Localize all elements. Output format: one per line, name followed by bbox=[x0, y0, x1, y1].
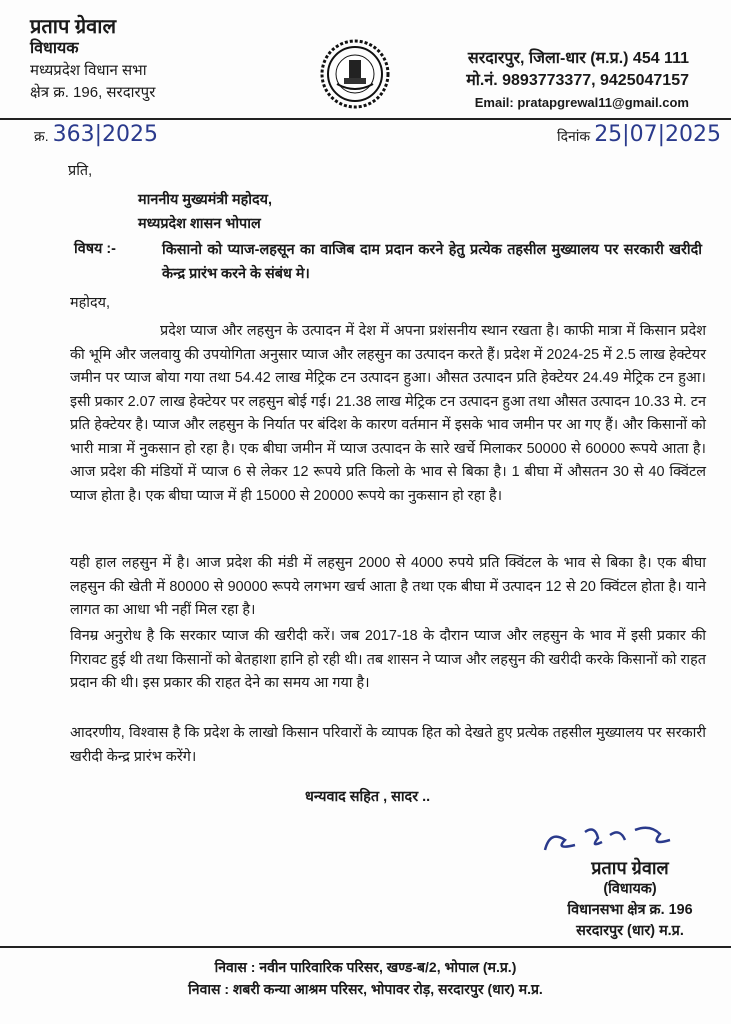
address: सरदारपुर, जिला-धार (म.प्र.) 454 111 bbox=[467, 50, 689, 67]
mla-name: प्रताप ग्रेवाल bbox=[30, 16, 117, 38]
closing: धन्यवाद सहित , सादर .. bbox=[305, 789, 431, 805]
recipient bbox=[138, 188, 731, 236]
recipient-line: मध्यप्रदेश शासन भोपाल bbox=[138, 216, 261, 232]
recipient-line: माननीय मुख्यमंत्री महोदय, bbox=[138, 192, 272, 208]
paragraph: विनम्र अनुरोध है कि सरकार प्याज की खरीदी करें। जब 2017-18 के दौरान प्याज और लहसुन के भाव में इसी प्रकार की गिरावट हुई थी तथा किसानों को बेतहाशा हानि हो रही थी। तब शासन ने प्याज और लहसुन की खरीदी करके किसानों को राहत प्रदान की थी। इस प्रकार की राहत देने का समय आ गया है। bbox=[70, 628, 706, 691]
subject: किसानो को प्याज-लहसून का वाजिब दाम प्रदान करने हेतु प्रत्येक तहसील मुख्यालय पर सरकारी खरीदी केन्द्र प्रारंभ करने के संबंध मे। bbox=[162, 242, 702, 282]
header-divider bbox=[0, 118, 731, 120]
paragraph: यही हाल लहसुन में है। आज प्रदेश की मंडी में लहसुन 2000 से 4000 रुपये प्रति क्विंटल के भाव से बिका है। एक बीघा लहसुन की खेती में 80000 से 90000 रूपये लगभग खर्च आता है तथा एक बीघा में उत्पादन 12 से 20 क्विंटल होता है। याने लागत का आधा भी नहीं मिल रहा है। bbox=[70, 555, 706, 618]
signatory-place: सरदारपुर (धार) म.प्र. bbox=[576, 923, 684, 939]
paragraph: प्रदेश प्याज और लहसुन के उत्पादन में देश में अपना प्रशंसनीय स्थान रखता है। काफी मात्रा में किसान प्रदेश की भूमि और जलवायु की उपयोगिता अनुसार प्याज और लहसुन का उत्पादन करते हैं। प्रदेश में 2024-25 में 2.5 लाख हेक्टेयर जमीन पर प्याज बोया गया तथा 54.42 लाख मेट्रिक टन उत्पादन हुआ। औसत उत्पादन प्रति हेक्टेयर 24.49 मेट्रिक टन हुआ। इसी प्रकार 2.07 लाख हेक्टेयर पर लहसुन बोई गई। 21.38 लाख मेट्रिक टन उत्पादन हुआ तथा औसत उत्पादन 10.33 मे. टन प्रति हेक्टेयर है। प्याज और लहसुन के निर्यात पर बंदिश के कारण वर्तमान में इसके भाव जमीन पर आ गए हैं। और किसानों को भारी मात्रा में नुकसान हो रहा है। एक बीघा जमीन में प्याज उत्पादन के सारे खर्चे मिलाकर 50000 से 60000 रूपये आता है। आज प्रदेश की मंडियों में प्याज 6 से लेकर 12 रूपये प्रति किलो के भाव से बिका है। 1 बीघा में औसतन 30 से 40 क्विंटल प्याज होता है। एक बीघा प्याज में ही 15000 से 20000 रूपये का नुकसान हो रहा है। bbox=[70, 323, 706, 504]
designation: विधायक bbox=[30, 40, 79, 57]
ref-label: क्र. bbox=[34, 128, 49, 144]
salutation: महोदय, bbox=[70, 295, 110, 311]
signatory-role: (विधायक) bbox=[603, 881, 657, 897]
signature-block bbox=[540, 858, 720, 942]
signatory-constituency: विधानसभा क्षेत्र क्र. 196 bbox=[567, 902, 693, 918]
date-label: दिनांक bbox=[556, 128, 591, 144]
email: Email: pratapgrewal11@gmail.com bbox=[474, 95, 689, 110]
reference-number bbox=[34, 122, 158, 147]
signatory-name: प्रताप ग्रेवाल bbox=[591, 858, 669, 878]
ref-value: 363|2025 bbox=[52, 122, 159, 147]
paragraph: आदरणीय, विश्वास है कि प्रदेश के लाखो किसान परिवारों के व्यापक हित को देखते हुए प्रत्येक तहसील मुख्यालय पर सरकारी खरीदी केन्द्र प्रारंभ करेंगे। bbox=[70, 725, 706, 765]
to-label: प्रति, bbox=[68, 163, 93, 179]
subject-label: विषय :- bbox=[74, 241, 116, 257]
footer-divider bbox=[0, 946, 731, 948]
signature-icon bbox=[540, 820, 680, 860]
letterhead-right bbox=[466, 48, 689, 114]
constituency: क्षेत्र क्र. 196, सरदारपुर bbox=[30, 84, 156, 101]
date-value: 25|07|2025 bbox=[594, 122, 721, 147]
date bbox=[557, 122, 721, 147]
assembly: मध्यप्रदेश विधान सभा bbox=[30, 62, 147, 79]
assembly-seal-icon bbox=[320, 38, 390, 110]
footer-address: निवास : नवीन पारिवारिक परिसर, खण्ड-ब/2, भोपाल (म.प्र.) bbox=[214, 959, 517, 975]
letterhead-left bbox=[30, 16, 155, 104]
phone: मो.नं. 9893773377, 9425047157 bbox=[466, 72, 689, 89]
footer-address: निवास : शबरी कन्या आश्रम परिसर, भोपावर रोड़, सरदारपुर (धार) म.प्र. bbox=[188, 981, 543, 997]
